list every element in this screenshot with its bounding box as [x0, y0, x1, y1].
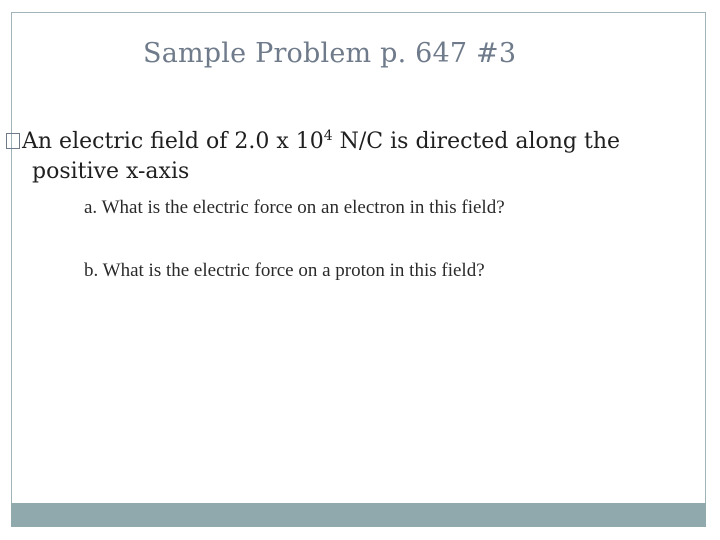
problem-text-continuation: positive x-axis — [32, 159, 190, 184]
problem-text-after: N/C is directed along the — [332, 129, 621, 154]
sub-question-a: a. What is the electric force on an electron in this field? — [84, 197, 505, 218]
problem-text-before: An electric field of 2.0 x 10 — [22, 129, 324, 154]
slide-title: Sample Problem p. 647 #3 — [143, 38, 517, 69]
exponent: 4 — [323, 128, 333, 144]
bullet-icon — [6, 133, 20, 149]
footer-bar — [11, 503, 706, 527]
sub-question-b: b. What is the electric force on a proton in this field? — [84, 260, 485, 281]
problem-statement — [6, 127, 686, 187]
